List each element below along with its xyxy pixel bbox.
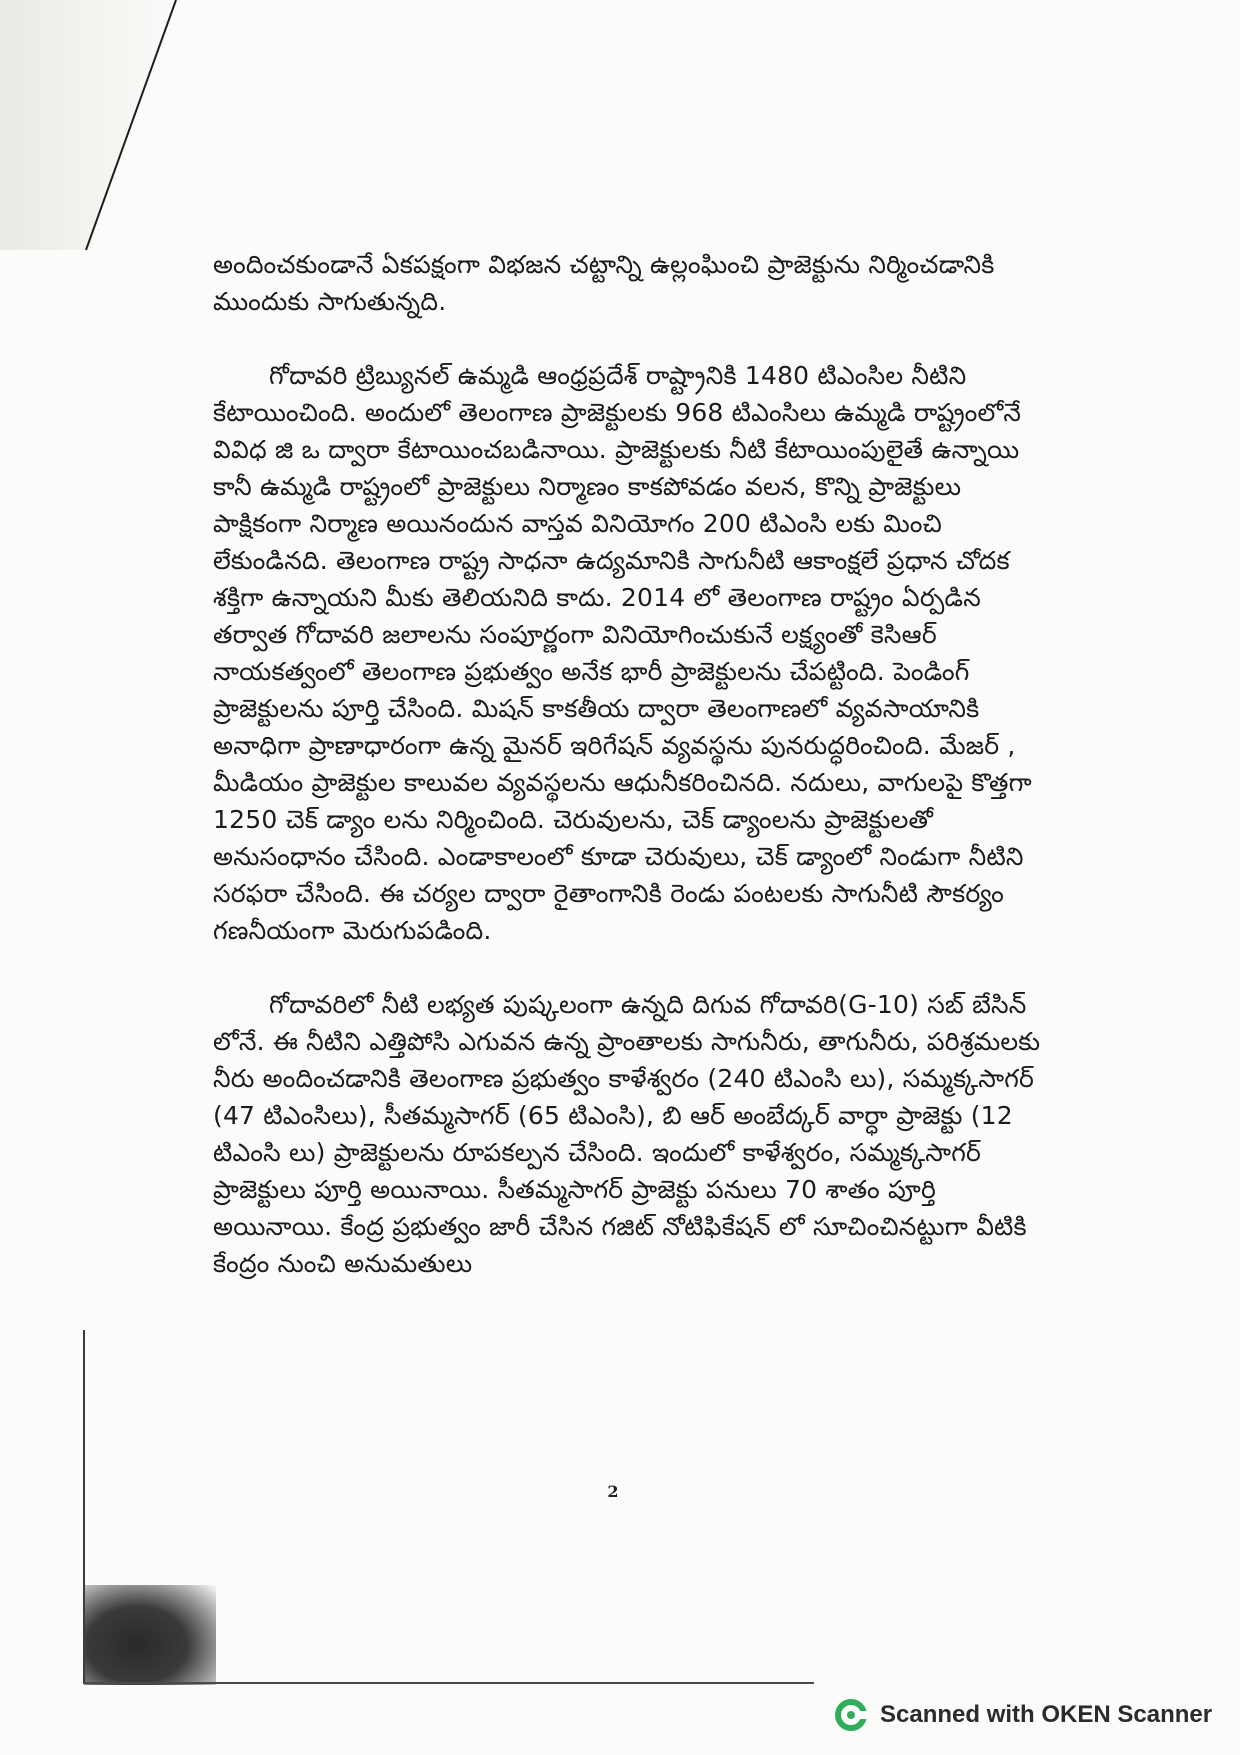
scan-left-edge: [83, 1330, 85, 1684]
paragraph-1: అందించకుండానే ఏకపక్షంగా విభజన చట్టాన్ని ఉల్లంఘించి ప్రాజెక్టును నిర్మించడానికి ముందుకు సాగుతున్నది.: [213, 250, 995, 316]
watermark-text: Scanned with OKEN Scanner: [880, 1701, 1213, 1728]
paragraph-3: గోదావరిలో నీటి లభ్యత పుష్కలంగా ఉన్నది దిగువ గోదావరి(G-10) సబ్ బేసిన్ లోనే. ఈ నీటిని ఎత్తిపోసి ఎగువన ఉన్న ప్రాంతాలకు సాగునీరు, తాగునీరు, పరిశ్రమలకు నీరు అందించడానికి తెలంగాణ ప్రభుత్వం కాళేశ్వరం (240 టిఎంసి లు), సమ్మక్కసాగర్ (47 టిఎంసిలు), సీతమ్మసాగర్ (65 టిఎంసి), బి ఆర్ అంబేద్కర్ వార్ధా ప్రాజెక్టు (12 టిఎంసి లు) ప్రాజెక్టులను రూపకల్పన చేసింది. ఇందులో కాళేశ్వరం, సమ్మక్కసాగర్ ప్రాజెక్టులు పూర్తి అయినాయి. సీతమ్మసాగర్ ప్రాజెక్టు పనులు 70 శాతం పూర్తి అయినాయి. కేంద్ర ప్రభుత్వం జారీ చేసిన గజిట్ నోటిఫికేషన్ లో సూచించినట్టుగా వీటికి కేంద్రం నుంచి అనుమతులు: [213, 990, 1041, 1278]
paragraph-2: గోదావరి ట్రిబ్యునల్ ఉమ్మడి ఆంధ్రప్రదేశ్ రాష్ట్రానికి 1480 టిఎంసిల నీటిని కేటాయించింది. అందులో తెలంగాణ ప్రాజెక్టులకు 968 టిఎంసిలు ఉమ్మడి రాష్ట్రంలోనే వివిధ జి ఒ ద్వారా కేటాయించబడినాయి. ప్రాజెక్టులకు నీటి కేటాయింపులైతే ఉన్నాయి కానీ ఉమ్మడి రాష్ట్రంలో ప్రాజెక్టులు నిర్మాణం కాకపోవడం వలన, కొన్ని ప్రాజెక్టులు పాక్షికంగా నిర్మాణ అయినందున వాస్తవ వినియోగం 200 టిఎంసి లకు మించి లేకుండినది. తెలంగాణ రాష్ట్ర సాధనా ఉద్యమానికి సాగునీటి ఆకాంక్షలే ప్రధాన చోదక శక్తిగా ఉన్నాయని మీకు తెలియనిది కాదు. 2014 లో తెలంగాణ రాష్ట్రం ఏర్పడిన తర్వాత గోదావరి జలాలను సంపూర్ణంగా వినియోగించుకునే లక్ష్యంతో కెసిఆర్ నాయకత్వంలో తెలంగాణ ప్రభుత్వం అనేక భారీ ప్రాజెక్టులను చేపట్టింది. పెండింగ్ ప్రాజెక్టులను పూర్తి చేసింది. మిషన్ కాకతీయ ద్వారా తెలంగాణలో వ్యవసాయానికి అనాధిగా ప్రాణాధారంగా ఉన్న మైనర్ ఇరిగేషన్ వ్యవస్థను పునరుద్ధరించింది. మేజర్ , మీడియం ప్రాజెక్టుల కాలువల వ్యవస్థలను ఆధునీకరించినది. నదులు, వాగులపై కొత్తగా 1250 చెక్ డ్యాం లను నిర్మించింది. చెరువులను, చెక్ డ్యాంలను ప్రాజెక్టులతో అనుసంధానం చేసింది. ఎండాకాలంలో కూడా చెరువులు, చెక్ డ్యాంలో నిండుగా నీటిని సరఫరా చేసింది. ఈ చర్యల ద్వారా రైతాంగానికి రెండు పంటలకు సాగునీటి సౌకర్యం గణనీయంగా మెరుగుపడింది.: [213, 361, 1032, 945]
scanner-watermark: [834, 1697, 1212, 1733]
left-paper-fold: [0, 0, 176, 250]
oken-scanner-logo-icon: [834, 1698, 868, 1732]
page-number: 2: [607, 1482, 619, 1501]
scan-shadow-blot: [84, 1585, 216, 1685]
scan-bottom-edge: [84, 1682, 814, 1684]
document-body: [213, 246, 1043, 1282]
